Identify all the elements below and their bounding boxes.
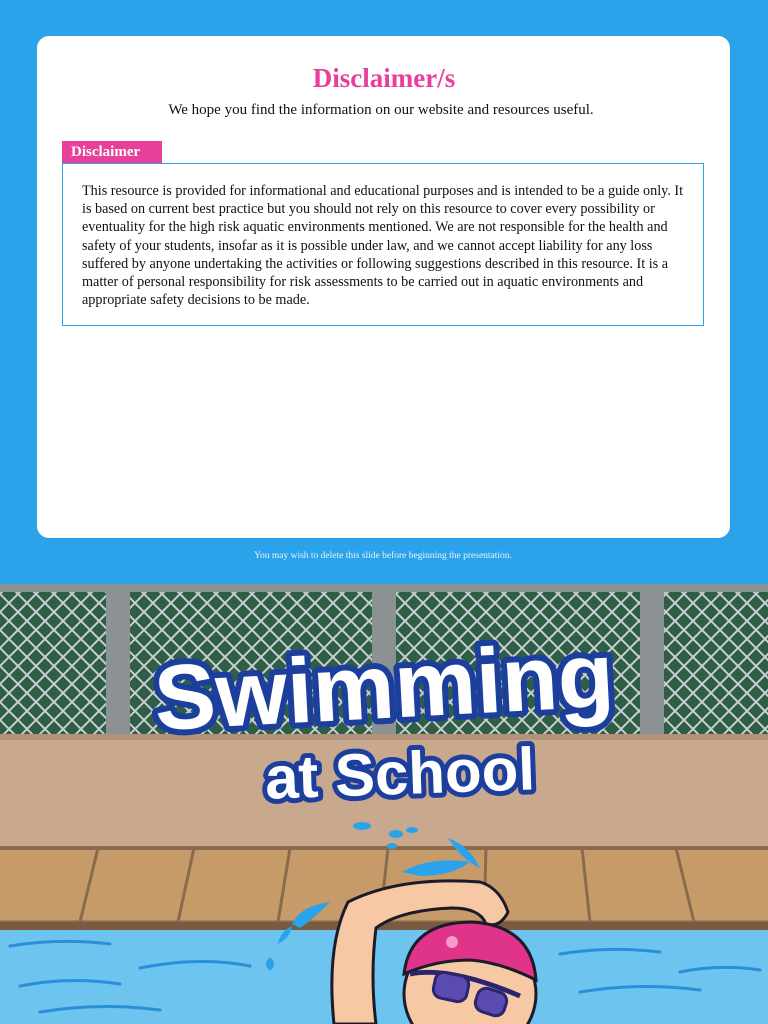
footnote: You may wish to delete this slide before beginning the presentation. (254, 551, 512, 561)
disclaimer-body: This resource is provided for informational and educational purposes and is intended to be a guide only. It is based on current best practice but you should not rely on this resource to cover every possibility or eventuality for the high risk aquatic environments mentioned. We are not responsible for the health and safety of your students, insofar as it is possible under law, and we cannot accept liability for any loss suffered by anyone undertaking the activities or following suggestions described in this resource. It is a matter of personal responsibility for risk assessments to be carried out in aquatic environments and appropriate safety decisions to be made. (82, 183, 684, 309)
title-lettering (0, 576, 768, 1024)
disclaimer-box (62, 163, 704, 326)
disclaimer-tag: Disclaimer (62, 141, 162, 163)
title-slide (0, 576, 768, 1024)
page-title: Disclaimer/s (312, 63, 456, 93)
title-line-1: Swimming (151, 624, 617, 750)
intro-text: We hope you find the information on our website and resources useful. (168, 102, 594, 118)
title-line-2: at School (263, 735, 537, 812)
